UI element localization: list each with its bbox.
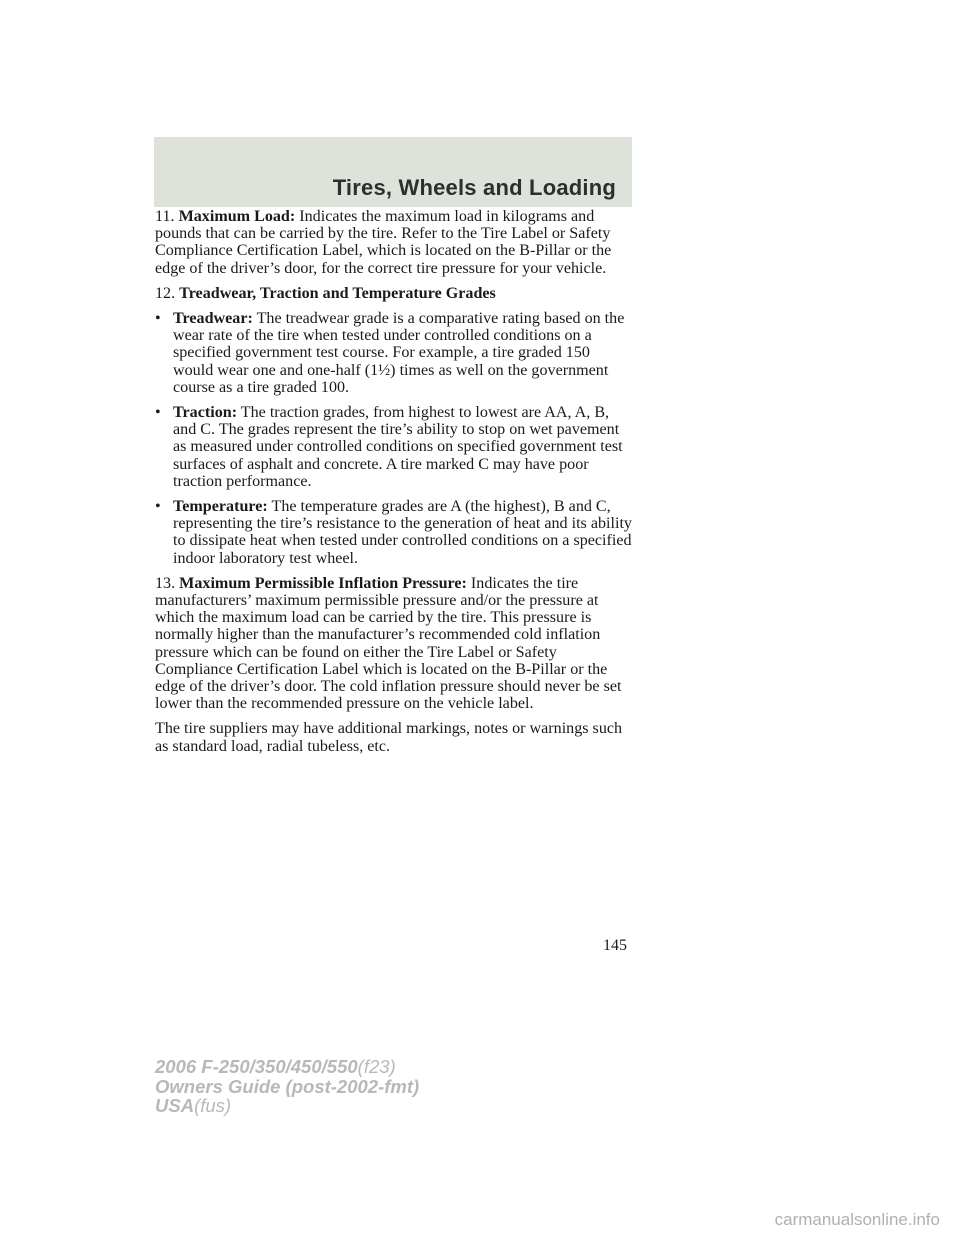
item-11 [155, 208, 633, 277]
footer-model: 2006 F-250/350/450/550 [155, 1056, 358, 1077]
footer-line-1 [155, 1057, 419, 1077]
footer-line-3 [155, 1096, 419, 1116]
closing-paragraph: The tire suppliers may have additional markings, notes or warnings such as standard load, radial tubeless, etc. [155, 720, 623, 755]
item-12-heading: Treadwear, Traction and Temperature Grades [179, 284, 496, 302]
bullet-treadwear-heading: Treadwear: [173, 310, 253, 328]
bullet-treadwear-text: The treadwear grade is a comparative rating based on the wear rate of the tire when tested under controlled conditions on a specified government test course. For example, a tire graded 150 would wear one and one-half (1½) times as well on the government course as a tire graded 100. [173, 310, 625, 396]
bullet-icon: • [155, 498, 161, 516]
bullet-treadwear [155, 310, 633, 396]
page-content [155, 208, 633, 763]
bullet-traction-text: The traction grades, from highest to lowest are AA, A, B, and C. The grades represent the tire’s ability to stop on wet pavement as measured under controlled conditions on specified government test surfaces of asphalt and concrete. A tire marked C may have poor traction performance. [173, 404, 623, 490]
bullet-temperature-text: The temperature grades are A (the highest), B and C, representing the tire’s resistance to the generation of heat and its ability to dissipate heat when tested under controlled conditions on a specified indoor laboratory test wheel. [173, 498, 632, 567]
document-footer [155, 1057, 419, 1116]
bullet-temperature [155, 498, 633, 567]
page-header-band [154, 137, 632, 207]
chapter-title: Tires, Wheels and Loading [332, 175, 616, 200]
footer-market-code: (fus) [194, 1095, 232, 1116]
item-11-heading: Maximum Load: [178, 208, 296, 225]
bullet-icon: • [155, 404, 161, 422]
bullet-traction-heading: Traction: [173, 404, 238, 422]
page-number: 145 [603, 937, 627, 954]
footer-model-code: (f23) [357, 1056, 396, 1077]
site-watermark: carmanualsonline.info [774, 1210, 940, 1229]
bullet-icon: • [155, 310, 161, 328]
item-11-text: Indicates the maximum load in kilograms and pounds that can be carried by the tire. Refer to the Tire Label or Safety Compliance Certification Label, which is located on the B-Pillar or the edge of the driver’s door, for the correct tire pressure for your vehicle. [155, 208, 612, 277]
bullet-temperature-heading: Temperature: [173, 498, 268, 516]
footer-line-2: Owners Guide (post-2002-fmt) [155, 1075, 420, 1097]
item-13-number: 13. [155, 574, 176, 592]
item-13-heading: Maximum Permissible Inflation Pressure: [179, 574, 467, 592]
item-12-number: 12. [155, 284, 176, 302]
footer-market: USA [155, 1095, 195, 1116]
bullet-traction [155, 404, 633, 490]
item-13 [155, 575, 633, 713]
item-11-number: 11. [155, 208, 175, 225]
item-12 [155, 285, 633, 302]
item-13-text: Indicates the tire manufacturers’ maximum permissible pressure and/or the pressure at which the maximum load can be carried by the tire. This pressure is normally higher than the manufacturer’s recommended cold inflation pressure which can be found on either the Tire Label or Safety Compliance Certification Label which is located on the B-Pillar or the edge of the driver’s door. The cold inflation pressure should never be set lower than the recommended pressure on the vehicle label. [155, 574, 622, 713]
